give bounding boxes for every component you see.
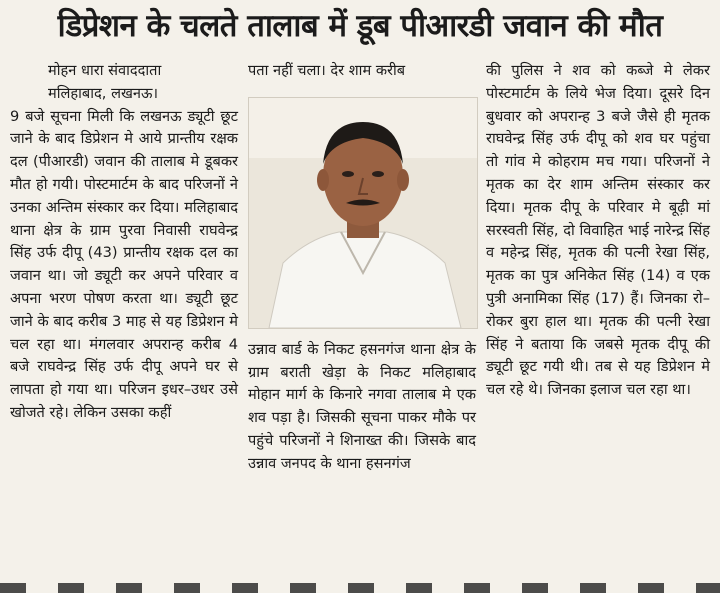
article-body-col2-bottom: उन्नाव बार्ड के निकट हसनगंज थाना क्षेत्र के ग्राम बराती खेड़ा के निकट मलिहाबाद मोहान मार्ग के किनारे नगवा तालाब मे एक शव पड़ा है। जिसकी सूचना पाकर मौके पर पहुंचे परिजनों ने शिनाख्त की। जिसके बाद उन्नाव जनपद के थाना हसनगंज <box>248 340 476 472</box>
person-portrait-image <box>249 98 477 328</box>
news-photo <box>248 97 478 329</box>
article-body-col1: 9 बजे सूचना मिली कि लखनऊ ड्यूटी छूट जाने के बाद डिप्रेशन मे आये प्रान्तीय रक्षक दल (पीआरडी) जवान की तालाब मे डूबकर मौत हो गयी। पोस्टमार्टम के बाद परिजनों ने उनका अन्तिम संस्कार कर दिया। मलिहाबाद थाना क्षेत्र के ग्राम पुरवा निवासी राघवेन्द्र सिंह उर्फ दीपू (43) प्रान्तीय रक्षक दल का जवान था। जो ड्यूटी कर अपने परिवार व अपना भरण पोषण करता था। ड्यूटी छूट जाने के बाद करीब 3 माह से यह डिप्रेशन मे चल रहा था। मंगलवार अपरान्ह करीब 4 बजे राघवेन्द्र सिंह उर्फ दीपू अपने घर से लापता हो गया था। परिजन इधर–उधर उसे खोजते रहे। लेकिन उसका कहीं <box>10 107 238 421</box>
article-body-col2-top: पता नहीं चला। देर शाम करीब <box>248 62 406 79</box>
article-column-3 <box>486 60 710 402</box>
cropped-text-strip <box>0 583 720 593</box>
article-column-2 <box>248 60 476 476</box>
article-body-col3: की पुलिस ने शव को कब्जे मे लेकर पोस्टमार्टम के लिये भेज दिया। दूसरे दिन बुधवार को अपरान्ह 3 बजे जैसे ही मृतक राघवेन्द्र सिंह उर्फ दीपू को शव घर पहुंचा तो गांव मे कोहराम मच गया। परिजनों ने मृतक का देर शाम अन्तिम संस्कार कर दिया। मृतक दीपू के परिवार मे बूढ़ी मां सरस्वती सिंह, दो विवाहित भाई नारेन्द्र सिंह व महेन्द्र सिंह, मृतक की पत्नी रेखा सिंह, मृतक का पुत्र अनिकेत सिंह (14) व एक पुत्री अनामिका सिंह (17) हैं। जिनका रो–रोकर बुरा हाल था। मृतक की पत्नी रेखा सिंह ने बताया कि जबसे मृतक दीपू की ड्यूटी छूट गयी थी। तब से यह डिप्रेशन मे चल रहे थे। जिनका इलाज चल रहा था। <box>486 62 710 399</box>
page-title: डिप्रेशन के चलते तालाब में डूब पीआरडी जवान की मौत <box>57 8 663 44</box>
article-column-1 <box>10 60 238 425</box>
byline <box>10 60 238 106</box>
dateline: मलिहाबाद, लखनऊ। <box>48 84 158 102</box>
reporter-credit: मोहन धारा संवाददाता <box>48 62 162 79</box>
